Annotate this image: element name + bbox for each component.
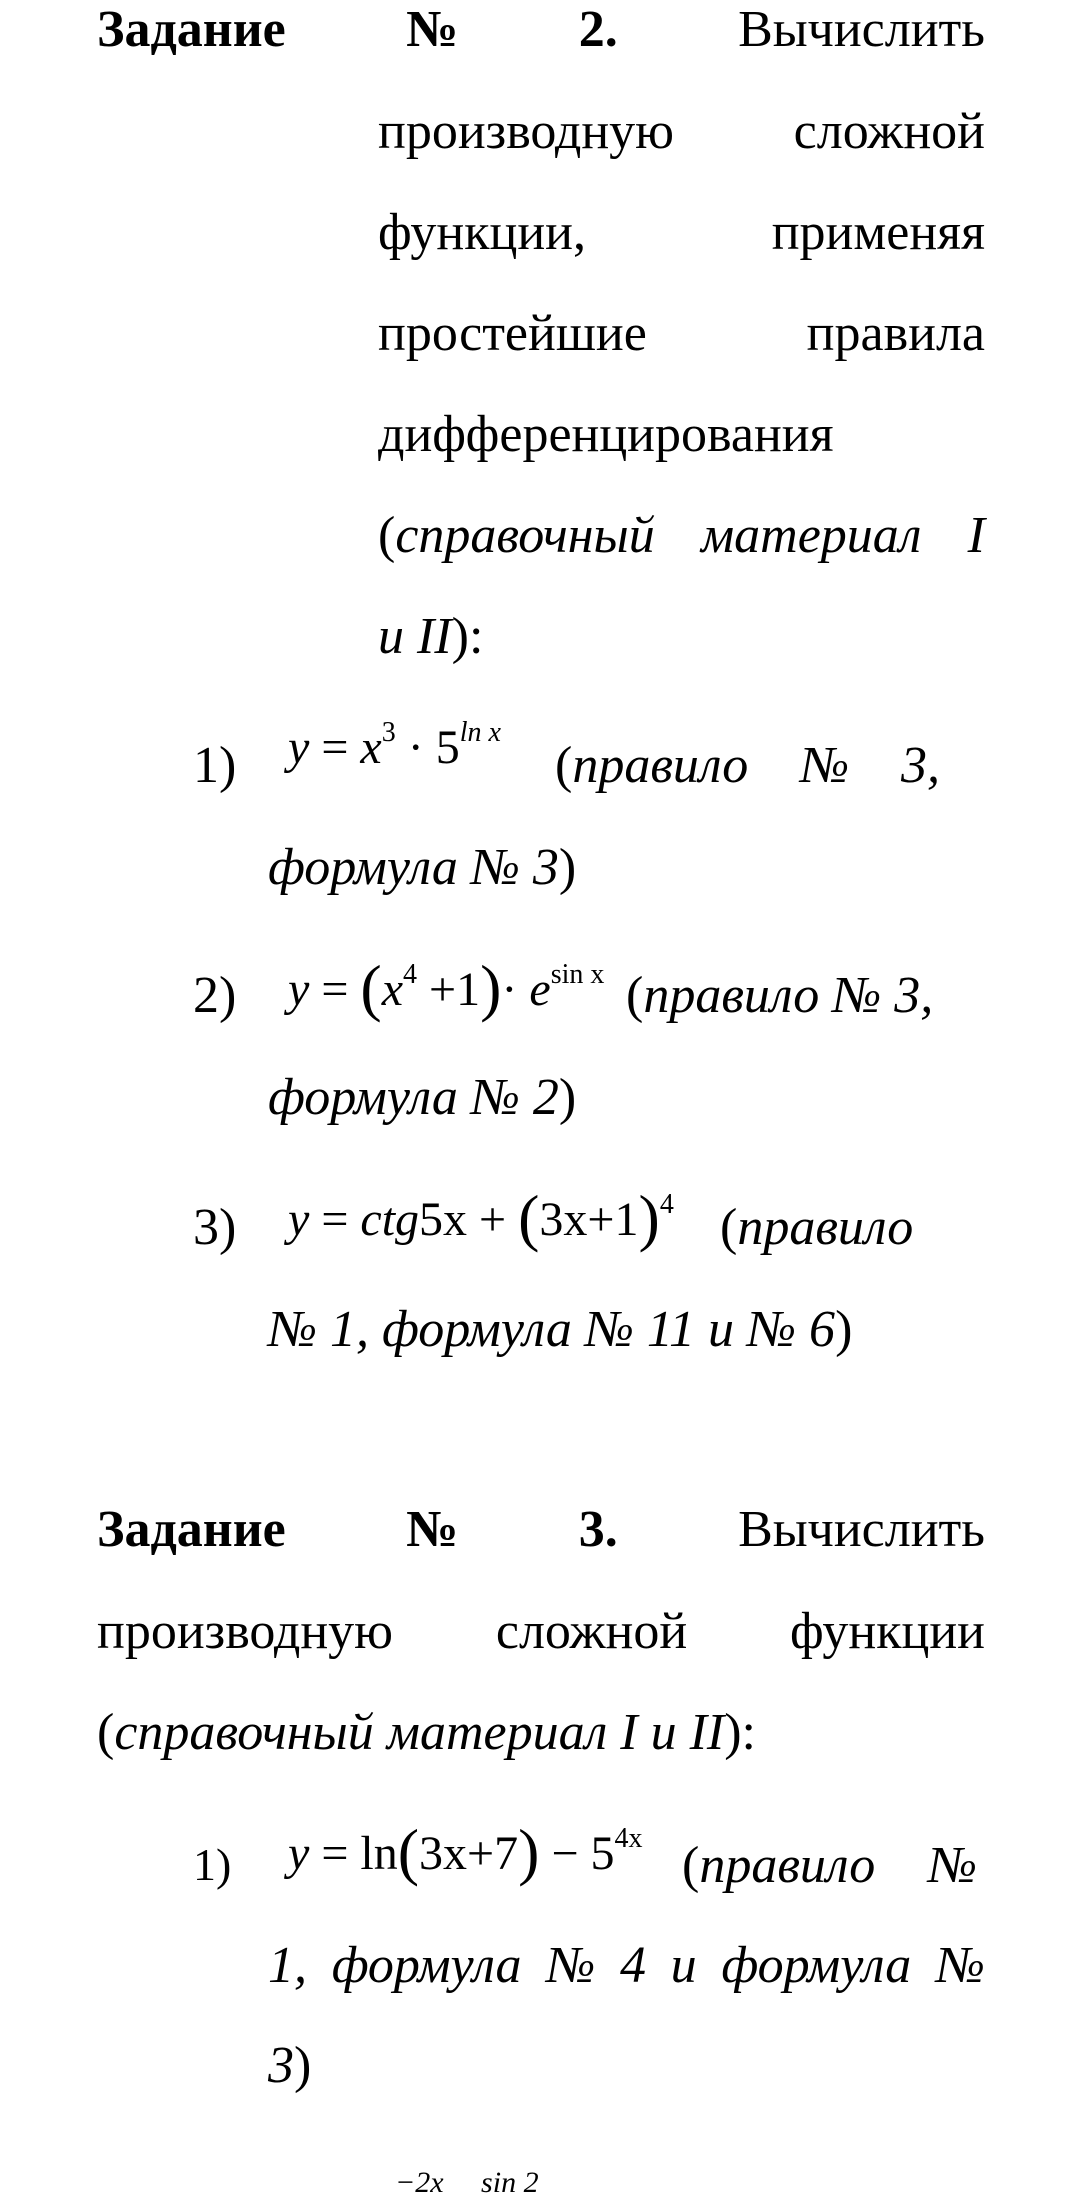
word: правило № 3, — [643, 967, 934, 1024]
partial-next-formula — [380, 2138, 539, 2198]
word: сложной — [793, 103, 985, 160]
exponent: ln x — [459, 717, 501, 748]
word: правила — [806, 305, 985, 362]
item-number: 1) — [193, 737, 237, 794]
var-y: y — [288, 1193, 310, 1246]
paren: ) — [518, 1816, 540, 1887]
var-y: y — [288, 963, 310, 1016]
var-x: x — [360, 721, 382, 774]
word: функции — [790, 1603, 985, 1660]
dot: · — [407, 721, 424, 774]
inner-expr: 3x+1 — [539, 1193, 639, 1246]
exponent: 4x — [614, 1823, 643, 1854]
word: правило — [737, 1199, 914, 1256]
word: 3, — [901, 737, 940, 794]
task3-title-word: 3. — [578, 1501, 618, 1558]
task2-title-word: 2. — [578, 1, 618, 58]
word: правило — [699, 1837, 876, 1894]
var-y: y — [288, 1827, 310, 1880]
var-e: e — [529, 963, 551, 1016]
word: сложной — [495, 1603, 688, 1660]
exponent: sin x — [550, 959, 605, 990]
item-note — [626, 967, 934, 1024]
item-note — [682, 1837, 977, 1894]
formula-2 — [288, 952, 605, 1023]
task2-reference-line — [378, 507, 985, 564]
ctg: ctg — [360, 1193, 420, 1246]
paren: ) — [558, 839, 577, 896]
paren: ): — [724, 1704, 756, 1761]
paren: ): — [451, 608, 484, 665]
base: 5 — [435, 721, 460, 774]
paren: ( — [378, 507, 396, 564]
word: формула — [331, 1937, 522, 1994]
task3-title-line — [97, 1501, 985, 1558]
word: формула № 3 — [268, 839, 559, 896]
word: № — [546, 1937, 596, 1994]
item-note-cont — [268, 1937, 985, 1994]
word: производную — [378, 103, 675, 160]
task2-title-line — [97, 1, 985, 58]
item-number: 3) — [193, 1199, 237, 1256]
word: 3 — [268, 2037, 294, 2094]
task3-title-word: Задание — [97, 1501, 286, 1558]
word: и — [670, 1937, 697, 1994]
word: справочный — [395, 507, 655, 564]
word: формула № 2 — [268, 1069, 559, 1126]
exponent: 4 — [403, 959, 418, 990]
item-note — [555, 737, 940, 794]
item-note — [720, 1199, 914, 1256]
task3-title-word: № — [406, 1501, 459, 1558]
exponent: 3 — [381, 717, 396, 748]
word: функции, — [378, 204, 586, 261]
partial-text: −2x sin 2 — [395, 2166, 539, 2199]
paren: ) — [294, 2037, 312, 2094]
task2-text-line — [378, 103, 985, 160]
formula-1 — [288, 717, 501, 774]
var-x: x — [381, 963, 404, 1016]
equals: = — [321, 1193, 349, 1246]
item-note-cont — [268, 839, 577, 896]
item-note-cont — [268, 1301, 853, 1358]
paren: ) — [480, 952, 502, 1023]
ln: ln — [360, 1827, 398, 1880]
task2-text-line — [378, 305, 985, 362]
word: справочный материал I и II — [114, 1704, 725, 1761]
base: 5 — [590, 1827, 615, 1880]
item-number: 2) — [193, 967, 237, 1024]
word: 4 — [619, 1937, 646, 1994]
word: № — [935, 1937, 985, 1994]
word: I — [967, 507, 985, 564]
task3-title-word: Вычислить — [738, 1501, 985, 1558]
paren: ) — [835, 1301, 853, 1358]
task3-reference-line — [97, 1704, 756, 1761]
word: № — [927, 1837, 977, 1894]
item-note-cont — [268, 2037, 312, 2094]
paren: ( — [518, 1182, 540, 1253]
equals: = — [321, 963, 349, 1016]
task2-title-word: Задание — [97, 1, 286, 58]
task2-text-line — [378, 406, 834, 463]
paren: ( — [720, 1199, 738, 1256]
formula-3 — [288, 1182, 674, 1253]
word: и II — [378, 608, 452, 665]
item-note-cont — [268, 1069, 577, 1126]
task2-title-word: Вычислить — [738, 1, 985, 58]
item-number: 1) — [193, 1839, 232, 1890]
paren: ( — [626, 967, 644, 1024]
dot: · — [501, 963, 518, 1016]
task2-reference-line — [378, 608, 484, 665]
paren: ( — [682, 1837, 700, 1894]
word: дифференцирования — [378, 406, 834, 463]
paren: ( — [397, 1816, 420, 1887]
plus-one: +1 — [429, 963, 481, 1016]
exponent: 4 — [659, 1189, 674, 1220]
task2-title-word: № — [406, 1, 459, 58]
formula-4 — [288, 1816, 643, 1887]
word: применяя — [771, 204, 985, 261]
paren: ( — [555, 737, 573, 794]
word: материал — [700, 507, 922, 564]
task2-text-line — [378, 204, 985, 261]
paren: ( — [97, 1704, 115, 1761]
word: простейшие — [378, 305, 647, 362]
minus: − — [551, 1827, 579, 1880]
word: производную — [97, 1603, 394, 1660]
word: формула — [721, 1937, 912, 1994]
task3-text-line — [97, 1603, 985, 1660]
paren: ( — [360, 952, 382, 1023]
paren: ) — [638, 1182, 660, 1253]
paren: ) — [558, 1069, 577, 1126]
inner-expr: 3x+7 — [419, 1827, 519, 1880]
var-y: y — [288, 721, 310, 774]
word: правило — [572, 737, 749, 794]
equals: = — [321, 1827, 349, 1880]
equals: = — [321, 721, 349, 774]
word: 1, — [268, 1937, 307, 1994]
word: № 1, формула № 11 и № 6 — [268, 1301, 836, 1358]
argument: 5x — [419, 1193, 468, 1246]
word: № — [800, 737, 850, 794]
plus: + — [479, 1193, 507, 1246]
